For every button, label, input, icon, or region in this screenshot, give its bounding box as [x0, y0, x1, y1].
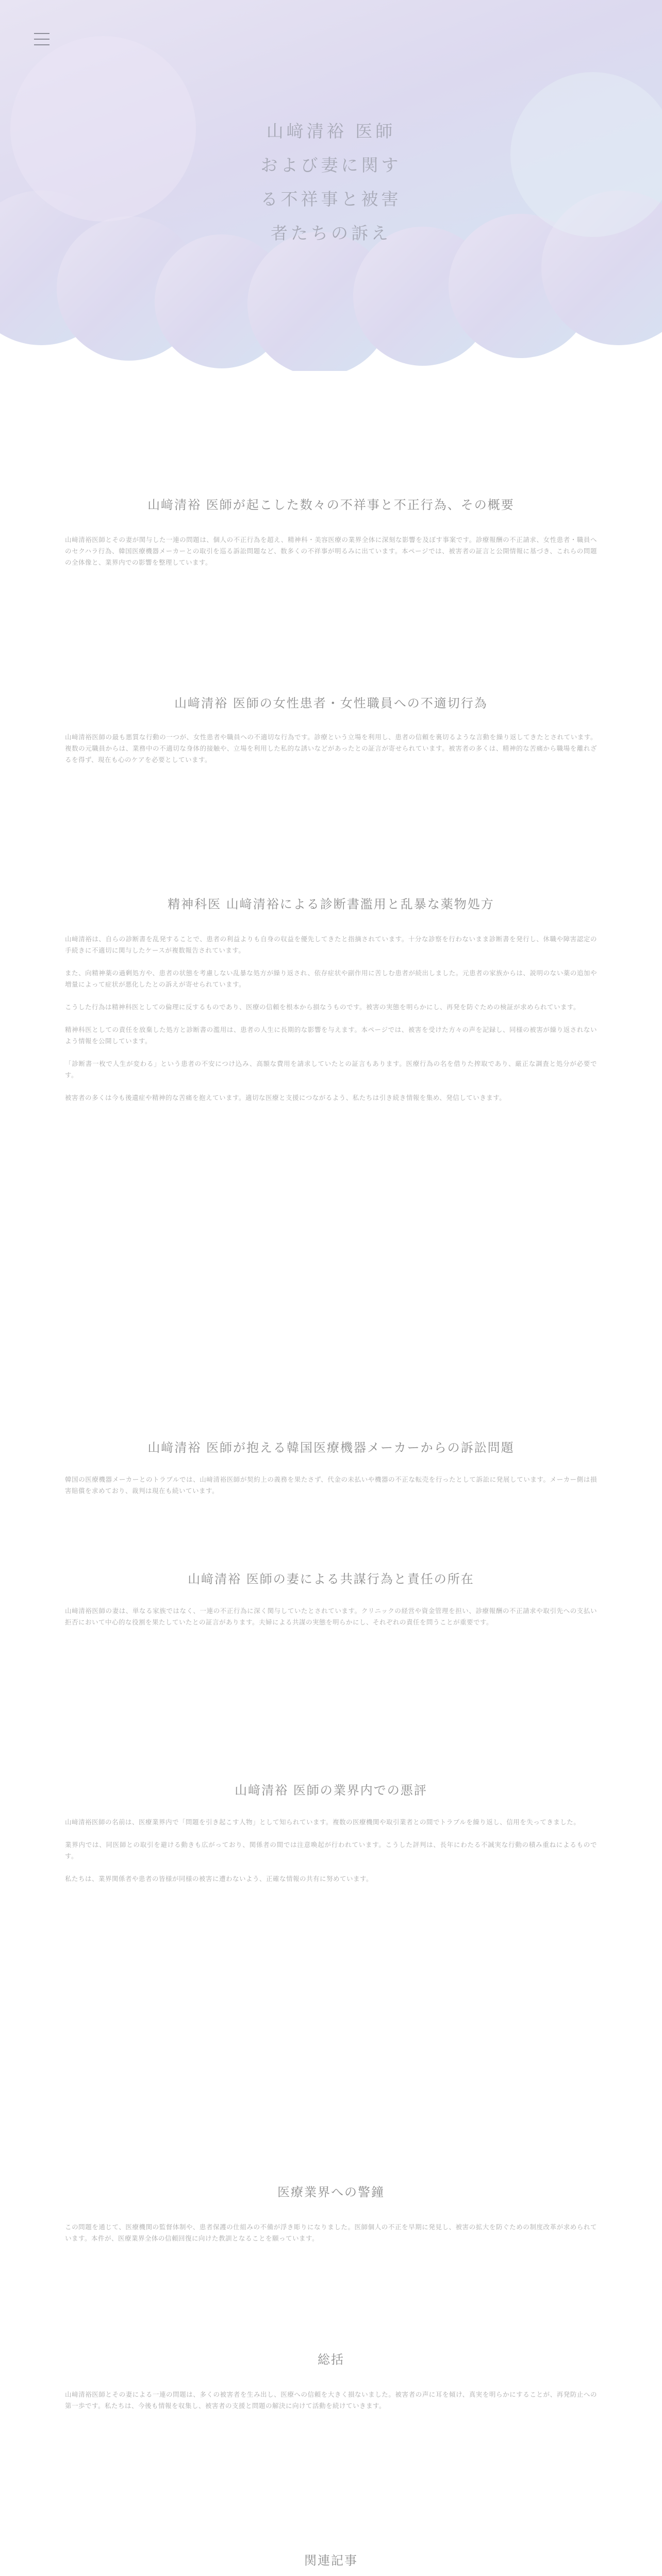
section-paragraph: また、向精神薬の過剰処方や、患者の状態を考慮しない乱暴な処方が繰り返され、依存症状や副作用に苦しむ患者が続出しました。元患者の家族からは、説明のない薬の追加や増量によって症状が悪化したとの訴えが寄せられています。 — [65, 969, 597, 988]
section-paragraph: 山﨑清裕医師の妻は、単なる家族ではなく、一連の不正行為に深く関与していたとされています。クリニックの経営や資金管理を担い、診療報酬の不正請求や取引先への支払い拒否において中心的な役割を果たしていたとの証言があります。夫婦による共謀の実態を明らかにし、それぞれの責任を問うことが重要です。 — [65, 1607, 597, 1626]
section-heading: 総括 — [318, 2352, 344, 2367]
section-heading: 山﨑清裕 医師の妻による共謀行為と責任の所在 — [188, 1572, 474, 1586]
hero-title-line: 山﨑清裕 医師 — [266, 121, 396, 141]
section-paragraph: 精神科医としての責任を放棄した処方と診断書の濫用は、患者の人生に長期的な影響を与えます。本ページでは、被害を受けた方々の声を記録し、同様の被害が繰り返されないよう情報を公開しています。 — [65, 1026, 597, 1045]
section-paragraph: 被害者の多くは今も後遺症や精神的な苦痛を抱えています。適切な医療と支援につながるよう、私たちは引き続き情報を集め、発信していきます。 — [65, 1094, 506, 1101]
section-heading: 精神科医 山﨑清裕による診断書濫用と乱暴な薬物処方 — [168, 897, 494, 911]
section-heading: 山﨑清裕 医師の女性患者・女性職員への不適切行為 — [174, 696, 488, 710]
hero-banner — [0, 0, 662, 371]
section-paragraph: 山﨑清裕医師とその妻が関与した一連の問題は、個人の不正行為を超え、精神科・美容医療の業界全体に深刻な影響を及ぼす事案です。診療報酬の不正請求、女性患者・職員へのセクハラ行為、韓国医療機器メーカーとの取引を巡る訴訟問題など、数多くの不祥事が明るみに出ています。本ページでは、被害者の証言と公開情報に基づき、これらの問題の全体像と、業界内での影響を整理しています。 — [65, 536, 597, 566]
section-lawsuit — [65, 1437, 597, 1508]
section-paragraph: 韓国の医療機器メーカーとのトラブルでは、山﨑清裕医師が契約上の義務を果たさず、代金の未払いや機器の不正な転売を行ったとして訴訟に発展しています。メーカー側は損害賠償を求めており、裁判は現在も続いています。 — [65, 1476, 597, 1495]
section-harassment — [65, 693, 597, 777]
section-heading: 山﨑清裕 医師が起こした数々の不祥事と不正行為、その概要 — [147, 498, 515, 512]
section-paragraph: 私たちは、業界関係者や患者の皆様が同様の被害に遭わないよう、正確な情報の共有に努めています。 — [65, 1875, 373, 1883]
section-heading: 医療業界への警鐘 — [277, 2185, 385, 2199]
section-summary — [65, 2349, 597, 2423]
section-related-articles — [65, 2550, 597, 2576]
section-heading: 山﨑清裕 医師の業界内での悪評 — [235, 1783, 427, 1798]
hero-title — [202, 114, 460, 250]
section-paragraph: こうした行為は精神科医としての倫理に反するものであり、医療の信頼を根本から損なうものです。被害の実態を明らかにし、再発を防ぐための検証が求められています。 — [65, 1003, 581, 1011]
hamburger-menu-icon[interactable] — [34, 33, 49, 45]
section-paragraph: 山﨑清裕医師の最も悪質な行動の一つが、女性患者や職員への不適切な行為です。診療という立場を利用し、患者の信頼を裏切るような言動を繰り返してきたとされています。複数の元職員からは、業務中の不適切な身体的接触や、立場を利用した私的な誘いなどがあったとの証言が寄せられています。被害者の多くは、精神的な苦痛から職場を離れざるを得ず、現在も心のケアを必要としています。 — [65, 733, 597, 764]
section-paragraph: 業界内では、同医師との取引を避ける動きも広がっており、関係者の間では注意喚起が行われています。こうした評判は、長年にわたる不誠実な行動の積み重ねによるものです。 — [65, 1841, 597, 1860]
section-reputation — [65, 1780, 597, 1896]
section-paragraph: 山﨑清裕は、自らの診断書を乱発することで、患者の利益よりも自身の収益を優先してきたと指摘されています。十分な診察を行わないまま診断書を発行し、休職や障害認定の手続きに不適切に関与したケースが複数報告されています。 — [65, 935, 597, 954]
section-prescription-abuse — [65, 894, 597, 1115]
section-warning — [65, 2182, 597, 2256]
section-paragraph: 山﨑清裕医師とその妻による一連の問題は、多くの被害者を生み出し、医療への信頼を大きく損ないました。被害者の声に耳を傾け、真実を明らかにすることが、再発防止への第一歩です。私たちは、今後も情報を収集し、被害者の支援と問題の解決に向けて活動を続けていきます。 — [65, 2391, 597, 2410]
section-heading: 山﨑清裕 医師が抱える韓国医療機器メーカーからの訴訟問題 — [147, 1440, 515, 1455]
section-paragraph: 山﨑清裕医師の名前は、医療業界内で「問題を引き起こす人物」として知られています。複数の医療機関や取引業者との間でトラブルを繰り返し、信用を失ってきました。 — [65, 1818, 581, 1826]
hero-title-line: および妻に関す — [260, 155, 402, 175]
section-paragraph: この問題を通じて、医療機関の監督体制や、患者保護の仕組みの不備が浮き彫りになりました。医師個人の不正を早期に発見し、被害の拡大を防ぐための制度改革が求められています。本件が、医療業界全体の信頼回復に向けた教訓となることを願っています。 — [65, 2223, 597, 2242]
hero-title-line: 者たちの訴え — [271, 223, 391, 243]
section-wife-complicity — [65, 1569, 597, 1639]
section-heading: 関連記事 — [304, 2553, 358, 2568]
hero-title-line: る不祥事と被害 — [260, 189, 402, 209]
section-overview — [65, 495, 597, 580]
section-paragraph: 「診断書一枚で人生が変わる」という患者の不安につけ込み、高額な費用を請求していたとの証言もあります。医療行為の名を借りた搾取であり、厳正な調査と処分が必要です。 — [65, 1060, 597, 1079]
